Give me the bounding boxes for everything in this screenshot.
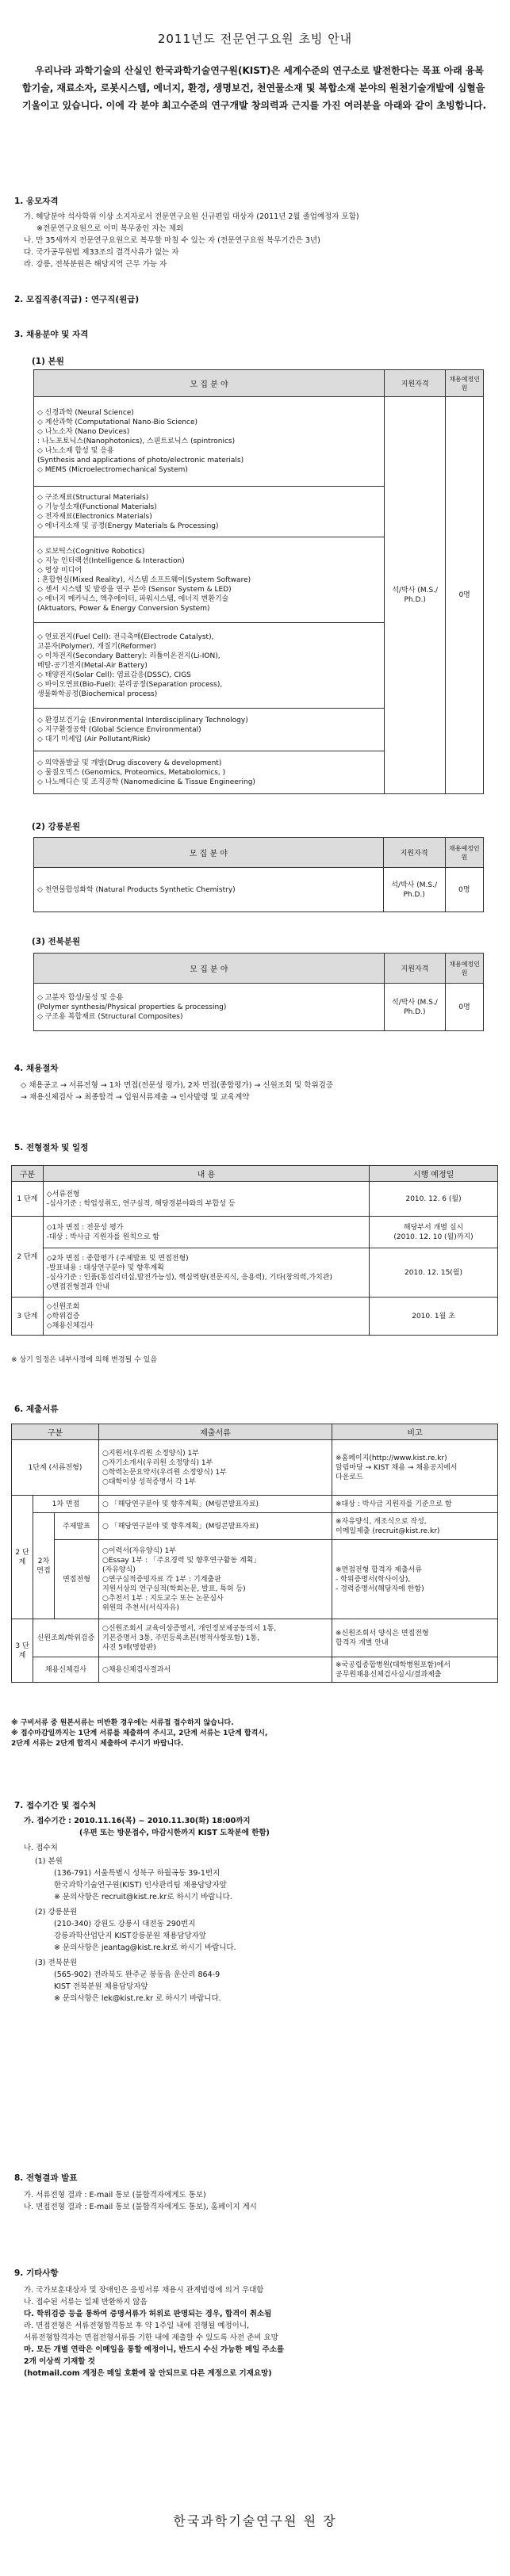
field-group-4: ◇ 연료전지(Fuel Cell): 전극촉매(Electrode Catalyst), 고분자(Polymer), 개질기(Reformer) ◇ 이차전지(Secondary Battery): 리튬이온전지(Li-ION), 메탈-공기전지(Metal-Air Battery) ◇ 태양전지(Solar Cell): 염료감응(DSSC), CIGS ◇ 바이오연료(Bio-Fuel): 분리공정(Separation process), 생물화학공정(Biochemical process)	[34, 623, 385, 709]
list-item: 다. 국가공무원법 제33조의 결격사유가 없는 자	[24, 248, 179, 257]
misc-info	[24, 2284, 284, 2379]
stage-cell: 1단계 (서류전형)	[12, 1440, 99, 1496]
place-line: 강릉과학산업단지 KIST강릉분원 채용담당자앞	[54, 1932, 207, 1940]
place-line: 한국과학기술연구원(KIST) 인사관리팀 채용담당자앞	[54, 1881, 227, 1890]
field-group-2: ◇ 구조재료(Structural Materials) ◇ 기능성소재(Functional Materials) ◇ 전자재료(Electronics Materials) ◇ 에너지소재 및 공정(Energy Materials & Processing)	[34, 487, 385, 537]
docs-cell: ○ 「해당연구분야 및 향후계획」(M링콘발표자료)	[99, 1496, 332, 1513]
intro-paragraph: 우리나라 과학기술의 산실인 한국과학기술연구원(KIST)은 세계수준의 연구소로 발전한다는 목표 아래 융복합기술, 재료소자, 로봇시스템, 에너지, 환경, 생명보건, 천연물소재 및 복합소재 분야의 원천기술개발에 심혈을 기울이고 있습니다. 이에 각 분야 최고수준의 연구개발 창의력과 근지를 가진 여러분을 아래와 같이 초빙합니다.	[22, 65, 487, 111]
table-row	[12, 1540, 498, 1619]
misc-line: 다. 학위검증 등을 통하여 증명서류가 허위로 판명되는 경우, 합격이 취소됨	[24, 2310, 272, 2318]
col-qualification: 지원자격	[385, 370, 446, 397]
misc-line: (hotmail.com 계정은 메일 호환에 잘 안되므로 다른 계정으로 기재요망)	[24, 2369, 272, 2378]
misc-line: 2개 이상씩 기재할 것	[24, 2357, 95, 2366]
documents-table	[11, 1424, 498, 1683]
substage-cell: 1차 면접	[33, 1496, 99, 1513]
table-3-label: (3) 전북분원	[32, 937, 81, 946]
schedule-table	[11, 1165, 498, 1336]
count-cell: 0명	[446, 397, 484, 794]
col-qualification: 지원자격	[383, 838, 445, 868]
note-cell: ※국공립종합병원(대학병원포함)에서 공무원채용신체검사실시/결과제출	[332, 1657, 498, 1683]
place-name: (1) 본원	[35, 1857, 63, 1866]
period-line: 가. 접수기간 : 2010.11.16(목) ~ 2010.11.30(화) 18:00까지	[24, 1817, 251, 1825]
misc-line: 가. 국가보훈대상자 및 장애인은 응빙서류 채용시 관계법령에 의거 우대함	[24, 2286, 264, 2295]
content-cell: ◇2차 면접 : 종합평가 (주제발표 및 면접전형) -발표내용 : 대상연구분야 및 향후계획 -심사기준 : 인품(통섭리더십,발전가능성), 핵심역량(전문지식, 응용력), 기타(창의력,가치관) ◇면접전형결과 안내	[43, 1248, 369, 1298]
content-cell: ◇신원조회 ◇학위검증 ◇채용신체검사	[43, 1298, 369, 1336]
table-row	[12, 1248, 498, 1298]
process-line: → 채용신체검사 → 최종합격 → 입원서류제출 → 인사발령 및 교육계약	[21, 1093, 250, 1102]
docs-cell: ○신원조회서 교육이상증명서, 개인정보제공동의서 1통, 기본증명서 3통, 주민등록초본(병적사항포함) 1통, 사진 5매(명함판)	[99, 1619, 332, 1657]
period-note: (우편 또는 방문접수, 마감시한까지 KIST 도착분에 한함)	[79, 1829, 270, 1837]
table-2-label: (2) 강릉분원	[32, 822, 81, 831]
place-line: (136-791) 서울특별시 성북구 하월곡동 39-1번지	[54, 1869, 220, 1878]
note-line: 2단계 서류는 2단계 합격시 제출하여 주시기 바랍니다.	[11, 1740, 184, 1748]
documents-notes	[11, 1718, 267, 1749]
table-row	[12, 1496, 498, 1513]
content-cell: ◇서류전형 -심사기준 : 학업성취도, 연구실적, 해당경분야와의 부합성 등	[43, 1182, 369, 1217]
contact-email: ※ 문의사항은 lek@kist.re.kr 로 하시기 바랍니다.	[54, 1994, 221, 2003]
col-count: 채용예정인원	[446, 954, 484, 984]
col-count: 채용예정인원	[446, 370, 484, 397]
place-name: (2) 강릉분원	[35, 1908, 78, 1917]
place-line: (210-340) 강원도 강릉시 대전동 290번지	[54, 1920, 196, 1928]
col-field: 모 집 분 야	[34, 838, 384, 868]
count-cell: 0명	[446, 984, 484, 1031]
col-stage: 구분	[12, 1166, 44, 1182]
misc-line: 마. 모든 개별 연락은 이메일을 통할 예정이니, 반드시 수신 가능한 메일 주소를	[24, 2345, 285, 2354]
substage-cell: 신원조회/학위검증	[33, 1619, 99, 1657]
section-5-heading: 5. 전형절차 및 일정	[14, 1143, 89, 1152]
field-group-6: ◇ 의약품발굴 및 개발(Drug discovery & development) ◇ 물질오믹스 (Genomics, Proteomics, Metabolomics, ) ◇ 나노메디슨 및 조직공학 (Nanomedicine & Tissue Engineering)	[34, 751, 385, 794]
date-cell: 2010. 12. 15(월)	[370, 1248, 498, 1298]
section-6-heading: 6. 제출서류	[14, 1405, 59, 1414]
col-note: 비고	[332, 1424, 498, 1440]
col-content: 내 용	[43, 1166, 369, 1182]
place-label: 나. 접수처	[24, 1844, 58, 1852]
count-cell: 0명	[445, 868, 483, 912]
section-8-heading: 8. 전형결과 발표	[14, 2173, 78, 2183]
substage-cell: 2차 면접	[33, 1513, 55, 1619]
result-line: 가. 서류전형 결과 : E-mail 통보 (불합격자에게도 통보)	[24, 2191, 206, 2200]
col-field: 모 집 분 야	[34, 954, 385, 984]
col-qualification: 지원자격	[384, 954, 445, 984]
list-item: ※전문연구요원으로 이미 복무중인 자는 제외	[36, 224, 184, 233]
place-name: (3) 전북분원	[35, 1959, 78, 1967]
table-row	[12, 1298, 498, 1336]
list-item: 나. 만 35세까지 전문연구요원으로 복무할 마칠 수 있는 자 (전문연구요원 복무기간은 3년)	[24, 236, 320, 245]
misc-line: 서류전형합격자는 면접전형서류를 기한 내에 제출할 수 있도록 사전 준비 요망	[24, 2333, 278, 2342]
col-count: 채용예정인원	[445, 838, 483, 868]
table-row	[12, 1657, 498, 1683]
field-table-jeonbuk	[33, 953, 484, 1031]
col-field: 모 집 분 야	[34, 370, 385, 397]
docs-cell: ○채용신체검사결과서	[99, 1657, 332, 1683]
table-row	[12, 1513, 498, 1540]
section-4-heading: 4. 채용절차	[14, 1064, 59, 1073]
schedule-note: ※ 상기 일정은 내부사정에 의해 변경될 수 있음	[11, 1356, 158, 1364]
field-group-3: ◇ 로보틱스(Cognitive Robotics) ◇ 지능 인터랙션(Intelligence & Interaction) ◇ 영상 미디어 : 혼합현실(Mixed Reality), 시스템 소프트웨어(System Software) ◇ 센서 시스템 및 발광을 연구 분야 (Sensor System & LED) ◇ 에너지 메카닉스, 액추에이터, 파워시스템, 에너지 변환기술 (Aktuators, Power & Energy Conversion System)	[34, 537, 385, 623]
table-row	[12, 1619, 498, 1657]
stage-cell: 2 단계	[12, 1217, 44, 1298]
process-line: ◇ 채용공고 → 서류전형 → 1차 면접(전문성 평가), 2차 면접(종합평가) → 신원조회 및 학위검증	[21, 1081, 334, 1090]
substage-cell: 주제발표	[55, 1513, 99, 1540]
section-1-heading: 1. 응모자격	[14, 197, 59, 206]
note-cell: ※대상 : 박사급 지원자를 기준으로 함	[332, 1496, 498, 1513]
note-line: ※ 구비서류 중 원본서류는 미반환 경우에는 서류접 접수하지 않습니다.	[11, 1719, 234, 1727]
contact-email: ※ 문의사항은 recruit@kist.re.kr로 하시기 바랍니다.	[54, 1893, 232, 1901]
stage-cell: 2 단계	[12, 1496, 33, 1619]
col-docs: 제출서류	[99, 1424, 332, 1440]
misc-line: 라. 면접전형은 서류전형합격통보 후 약 1주일 내에 진행될 예정이니,	[24, 2322, 250, 2330]
section-2-heading: 2. 모집직종(직급) : 연구직(원급)	[14, 295, 140, 304]
misc-line: 나. 접수된 서류는 일체 반환하지 않음	[24, 2298, 148, 2307]
section-9-heading: 9. 기타사항	[14, 2268, 59, 2278]
results-info	[24, 2189, 257, 2213]
date-cell: 해당부서 개별 실시 (2010. 12. 10 (월)까지)	[370, 1217, 498, 1248]
list-item: 라. 강릉, 전북분원은 해당지역 근무 가능 자	[24, 260, 167, 269]
section-3-heading: 3. 채용분야 및 자격	[14, 330, 89, 339]
docs-cell: ○이력서(자유양식) 1부 ○Essay 1부 : 「주요경력 및 향후연구활동 계획」 (자유양식) ○연구실적증빙자료 각 1부 : 기계출판 지원서상의 연구실적(학회논문, 발표, 특허 등) ○추천서 1부 : 지도교수 또는 논문심사 위원의 추천서(서식자유)	[99, 1540, 332, 1619]
docs-cell: ○ 「해당연구분야 및 향후계획」(M링콘발표자료)	[99, 1513, 332, 1540]
result-line: 나. 면접전형 결과 : E-mail 통보 (불합격자에게도 통보), 홈페이지 게시	[24, 2203, 257, 2211]
docs-cell: ○지원서(우리원 소정양식) 1부 ○자기소개서(우리원 소정양식) 1부 ○학력논문요약서(우리원 소정양식) 1부 ○대학이상 성적증명서 각 1부	[99, 1440, 332, 1496]
stage-cell: 3 단계	[12, 1619, 33, 1683]
note-cell: ※자유양식, 개조식으로 작성, 이메일제출 (recruit@kist.re.kr)	[332, 1513, 498, 1540]
content-cell: ◇1차 면접 : 전문성 평가 -대상 : 박사급 지원자를 원칙으로 함	[43, 1217, 369, 1248]
field-group-5: ◇ 환경보건기술 (Environmental Interdisciplinary Technology) ◇ 지구환경공학 (Global Science Environmental) ◇ 대기 미세입 (Air Pollutant/Risk)	[34, 709, 385, 751]
field-row: ◇ 고분자 합성/물성 및 응용 (Polymer synthesis/Physical properties & processing) ◇ 구조용 복합재료 (Structural Composites)	[34, 984, 385, 1031]
page-title: 2011년도 전문연구요원 초빙 안내	[157, 32, 353, 46]
date-cell: 2010. 12. 6 (월)	[370, 1182, 498, 1217]
note-cell: ※면접전형 합격자 제출서류 - 학위증명서(학사이상), - 경력증명서(해당자에 한함)	[332, 1540, 498, 1619]
col-stage: 구분	[12, 1424, 99, 1440]
table-row	[12, 1440, 498, 1496]
table-1-label: (1) 본원	[32, 357, 64, 366]
stage-cell: 1 단계	[12, 1182, 44, 1217]
submission-info	[24, 1815, 270, 2005]
stage-cell: 3 단계	[12, 1298, 44, 1336]
list-item: 가. 해당분야 석사학위 이상 소지자로서 전문연구요원 신규편입 대상자 (2011년 2월 졸업예정자 포함)	[24, 212, 359, 221]
note-cell: ※신원조회서 양식은 면접전형 합격자 개별 안내	[332, 1619, 498, 1657]
qualification-cell: 석/박사 (M.S./ Ph.D.)	[384, 984, 445, 1031]
place-line: (565-902) 전라북도 완주군 봉동읍 운산리 864-9	[54, 1970, 220, 1979]
section-7-heading: 7. 접수기간 및 접수처	[14, 1801, 97, 1810]
qualification-cell: 석/박사 (M.S./ Ph.D.)	[383, 868, 445, 912]
field-table-main	[33, 369, 484, 794]
contact-email: ※ 문의사항은 jeantag@kist.re.kr로 하시기 바랍니다.	[54, 1943, 236, 1952]
table-row	[12, 1182, 498, 1217]
qualification-cell: 석/박사 (M.S./ Ph.D.)	[385, 397, 446, 794]
col-date: 시행 예정일	[370, 1166, 498, 1182]
table-row	[12, 1217, 498, 1248]
field-row: ◇ 천연물합성화학 (Natural Products Synthetic Chemistry)	[34, 868, 384, 912]
note-cell: ※홈페이지(http://www.kist.re.kr) 알림마당 → KIST 채용 → 채용공지에서 다운로드	[332, 1440, 498, 1496]
date-cell: 2010. 1월 초	[370, 1298, 498, 1336]
field-group-1: ◇ 신경과학 (Neural Science) ◇ 계산과학 (Computational Nano-Bio Science) ◇ 나노소자 (Nano Devices) : 나노포토닉스(Nanophotonics), 스핀트로닉스 (spintronics) ◇ 나노소재 합성 및 응용 (Synthesis and applications of photo/electronic materials) ◇ MEMS (Microelectromechanical System)	[34, 397, 385, 487]
section-1-list	[24, 211, 359, 270]
process-flow	[21, 1080, 333, 1103]
substage-cell: 면접전형	[55, 1540, 99, 1619]
note-line: ※ 접수마감일까지는 1단계 서류를 제출하여 주시고, 2단계 서류는 1단계 합격시,	[11, 1729, 268, 1737]
substage-cell: 채용신체검사	[33, 1657, 99, 1683]
issuer-signature: 한국과학기술연구원 원 장	[173, 2513, 337, 2528]
place-line: KIST 전북분원 채용담당자앞	[54, 1982, 148, 1991]
field-table-gangneung	[33, 837, 484, 912]
